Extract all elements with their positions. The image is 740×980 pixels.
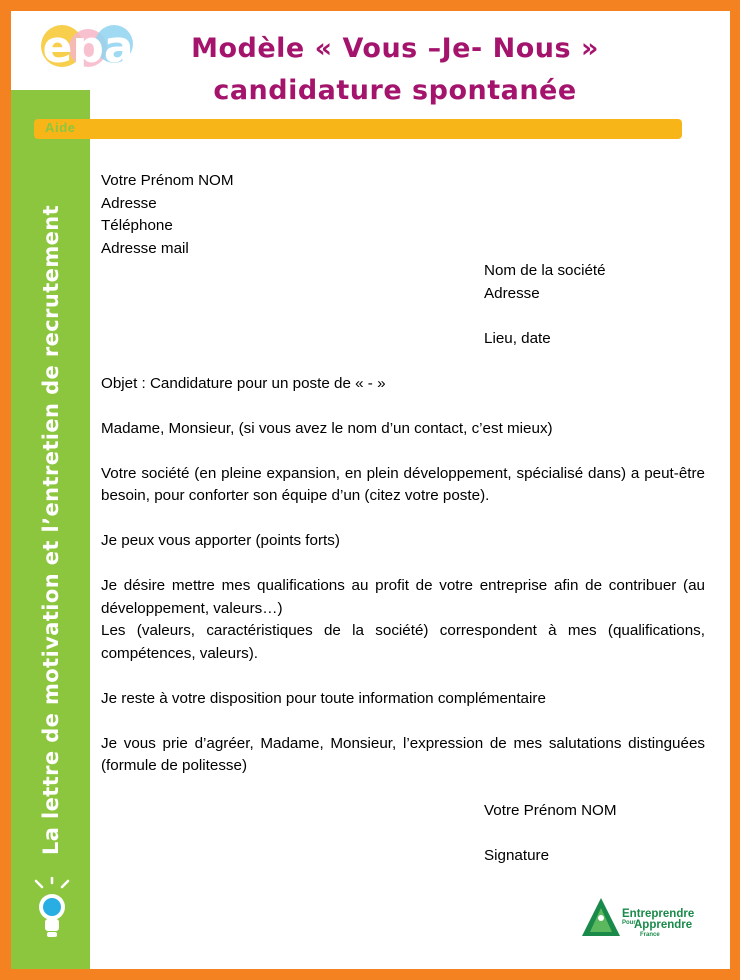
signature-name: Votre Prénom NOM [484, 802, 617, 819]
sender-phone: Téléphone [101, 217, 173, 234]
page-title [150, 28, 640, 112]
recipient-company: Nom de la société [484, 262, 606, 279]
sender-name: Votre Prénom NOM [101, 172, 234, 189]
entreprendre-pour-apprendre-logo [578, 894, 708, 944]
paragraph-nous-1: Je désire mettre mes qualifications au profit de votre entreprise afin de contribuer (au développement, valeurs…) [101, 577, 705, 617]
salutation: Madame, Monsieur, (si vous avez le nom d’un contact, c’est mieux) [101, 419, 553, 437]
place-date: Lieu, date [484, 329, 551, 347]
fpea-line-1: Entreprendre [622, 908, 695, 920]
title-line-2: candidature spontanée [213, 75, 577, 106]
letter-object: Objet : Candidature pour un poste de « - » [101, 374, 386, 392]
fpea-line-3: France [640, 932, 660, 938]
recipient-address: Adresse [484, 284, 540, 302]
aide-label: Aide [45, 120, 76, 135]
lightbulb-icon [34, 877, 70, 947]
closing-formula: Je vous prie d’agréer, Madame, Monsieur, l’expression de mes salutations distinguées (formule de politesse) [101, 734, 705, 774]
fpea-line-2-small: Pour [622, 920, 636, 926]
letter-body [101, 170, 705, 868]
paragraph-nous-2: Les (valeurs, caractéristiques de la société) correspondent à mes (qualifications, compétences, valeurs). [101, 622, 705, 662]
epa-logo [40, 18, 136, 76]
sender-email: Adresse mail [101, 239, 189, 257]
title-line-1: Modèle « Vous –Je- Nous » [191, 33, 599, 64]
sender-address: Adresse [101, 194, 157, 212]
fpea-line-2: Apprendre [634, 919, 693, 931]
signature: Signature [484, 847, 550, 864]
epa-logo-text: epa [42, 22, 134, 73]
aide-bar [34, 119, 682, 139]
triangle-logo-icon [580, 896, 622, 940]
availability-line: Je reste à votre disposition pour toute information complémentaire [101, 689, 546, 707]
paragraph-je: Je peux vous apporter (points forts) [101, 532, 340, 549]
paragraph-vous: Votre société (en pleine expansion, en plein développement, spécialisé dans) a peut-être besoin, pour conforter son équipe d’un (citez votre poste). [101, 464, 705, 504]
sidebar-vertical-title: La lettre de motivation et l’entretien de recrutement [39, 204, 63, 856]
